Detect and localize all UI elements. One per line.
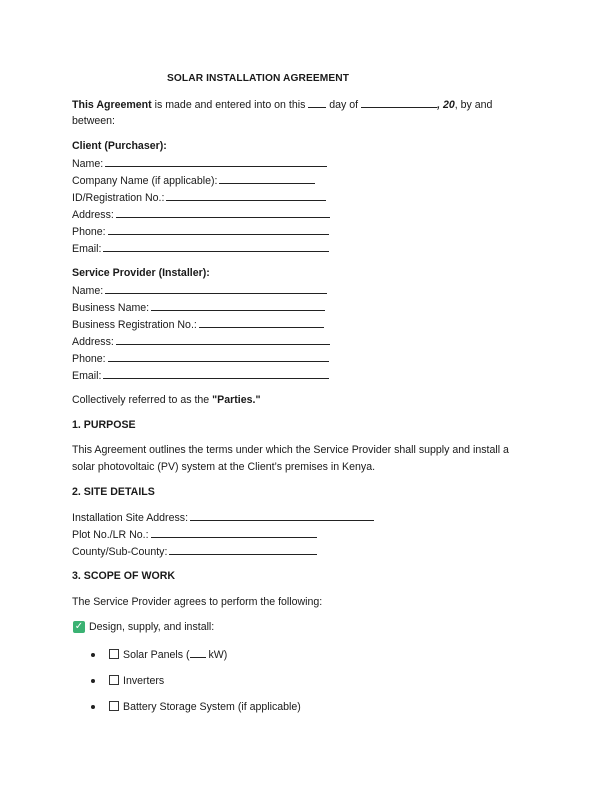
intro-line-1	[72, 98, 492, 112]
field-label: Business Registration No.:	[72, 319, 197, 331]
month-blank[interactable]	[361, 98, 437, 108]
purpose-line-1: This Agreement outlines the terms under which the Service Provider shall supply and install a	[72, 444, 509, 456]
provider-registration-field[interactable]	[72, 318, 324, 332]
parties-text: Collectively referred to as the	[72, 394, 213, 406]
provider-address-field[interactable]	[72, 335, 330, 349]
field-label: Address:	[72, 209, 114, 221]
purpose-heading: 1. PURPOSE	[72, 419, 136, 431]
field-label: ID/Registration No.:	[72, 192, 165, 204]
kw-blank[interactable]	[190, 648, 206, 658]
client-address-field[interactable]	[72, 208, 330, 222]
list-item-battery[interactable]	[91, 701, 301, 714]
client-name-field[interactable]	[72, 157, 327, 171]
field-label: Phone:	[72, 353, 106, 365]
client-heading: Client (Purchaser):	[72, 140, 167, 152]
intro-bold-lead: This Agreement	[72, 99, 152, 111]
field-blank[interactable]	[116, 208, 330, 218]
site-heading: 2. SITE DETAILS	[72, 486, 155, 498]
field-blank[interactable]	[105, 157, 327, 167]
document-title: SOLAR INSTALLATION AGREEMENT	[167, 73, 350, 84]
field-blank[interactable]	[151, 528, 317, 538]
field-label: Company Name (if applicable):	[72, 175, 218, 187]
client-company-field[interactable]	[72, 174, 315, 188]
field-label: Phone:	[72, 226, 106, 238]
provider-phone-field[interactable]	[72, 352, 329, 366]
item-label: Inverters	[123, 675, 165, 687]
client-id-field[interactable]	[72, 191, 326, 205]
site-address-field[interactable]	[72, 511, 374, 525]
site-county-field[interactable]	[72, 545, 317, 559]
field-label: Business Name:	[72, 302, 150, 314]
field-label: Address:	[72, 336, 114, 348]
checkbox-icon[interactable]	[109, 701, 119, 711]
field-label: Installation Site Address:	[72, 512, 189, 524]
field-blank[interactable]	[116, 335, 330, 345]
bullet-icon	[91, 653, 95, 657]
provider-name-field[interactable]	[72, 284, 327, 298]
intro-year: , 20	[437, 99, 455, 111]
field-blank[interactable]	[151, 301, 325, 311]
field-blank[interactable]	[199, 318, 324, 328]
field-blank[interactable]	[108, 225, 329, 235]
bullet-icon	[91, 705, 95, 709]
field-blank[interactable]	[166, 191, 326, 201]
client-email-field[interactable]	[72, 242, 329, 256]
field-label: Name:	[72, 158, 104, 170]
field-label: Email:	[72, 370, 102, 382]
scope-checked-item[interactable]	[73, 621, 214, 634]
field-blank[interactable]	[108, 352, 329, 362]
parties-bold: "Parties."	[212, 394, 261, 406]
list-item-inverters[interactable]	[91, 675, 164, 688]
parties-line	[72, 394, 260, 407]
field-label: County/Sub-County:	[72, 546, 168, 558]
provider-business-name-field[interactable]	[72, 301, 325, 315]
checkmark-icon[interactable]: ✓	[74, 621, 84, 633]
field-blank[interactable]	[219, 174, 315, 184]
field-label: Name:	[72, 285, 104, 297]
field-label: Email:	[72, 243, 102, 255]
intro-text-2: day of	[326, 99, 362, 111]
scope-intro: The Service Provider agrees to perform the following:	[72, 596, 323, 608]
checkbox-icon[interactable]	[109, 649, 119, 659]
intro-line-2: between:	[72, 115, 115, 127]
bullet-icon	[91, 679, 95, 683]
item-label: Solar Panels (	[123, 649, 190, 661]
list-item-solar-panels[interactable]	[91, 648, 227, 662]
field-blank[interactable]	[169, 545, 317, 555]
client-phone-field[interactable]	[72, 225, 329, 239]
kw-suffix: kW)	[205, 649, 228, 661]
field-blank[interactable]	[105, 284, 327, 294]
purpose-line-2: solar photovoltaic (PV) system at the Client’s premises in Kenya.	[72, 461, 376, 473]
field-blank[interactable]	[103, 369, 329, 379]
scope-heading: 3. SCOPE OF WORK	[72, 570, 176, 582]
intro-text-1: is made and entered into on this	[151, 99, 309, 111]
field-blank[interactable]	[103, 242, 329, 252]
field-label: Plot No./LR No.:	[72, 529, 149, 541]
intro-text-3: , by and	[454, 99, 493, 111]
checkbox-icon[interactable]	[109, 675, 119, 685]
provider-heading: Service Provider (Installer):	[72, 267, 210, 279]
site-plot-field[interactable]	[72, 528, 317, 542]
field-blank[interactable]	[190, 511, 374, 521]
provider-email-field[interactable]	[72, 369, 329, 383]
scope-checked-label: Design, supply, and install:	[89, 621, 215, 633]
day-blank[interactable]	[308, 98, 326, 108]
item-label: Battery Storage System (if applicable)	[123, 701, 301, 713]
